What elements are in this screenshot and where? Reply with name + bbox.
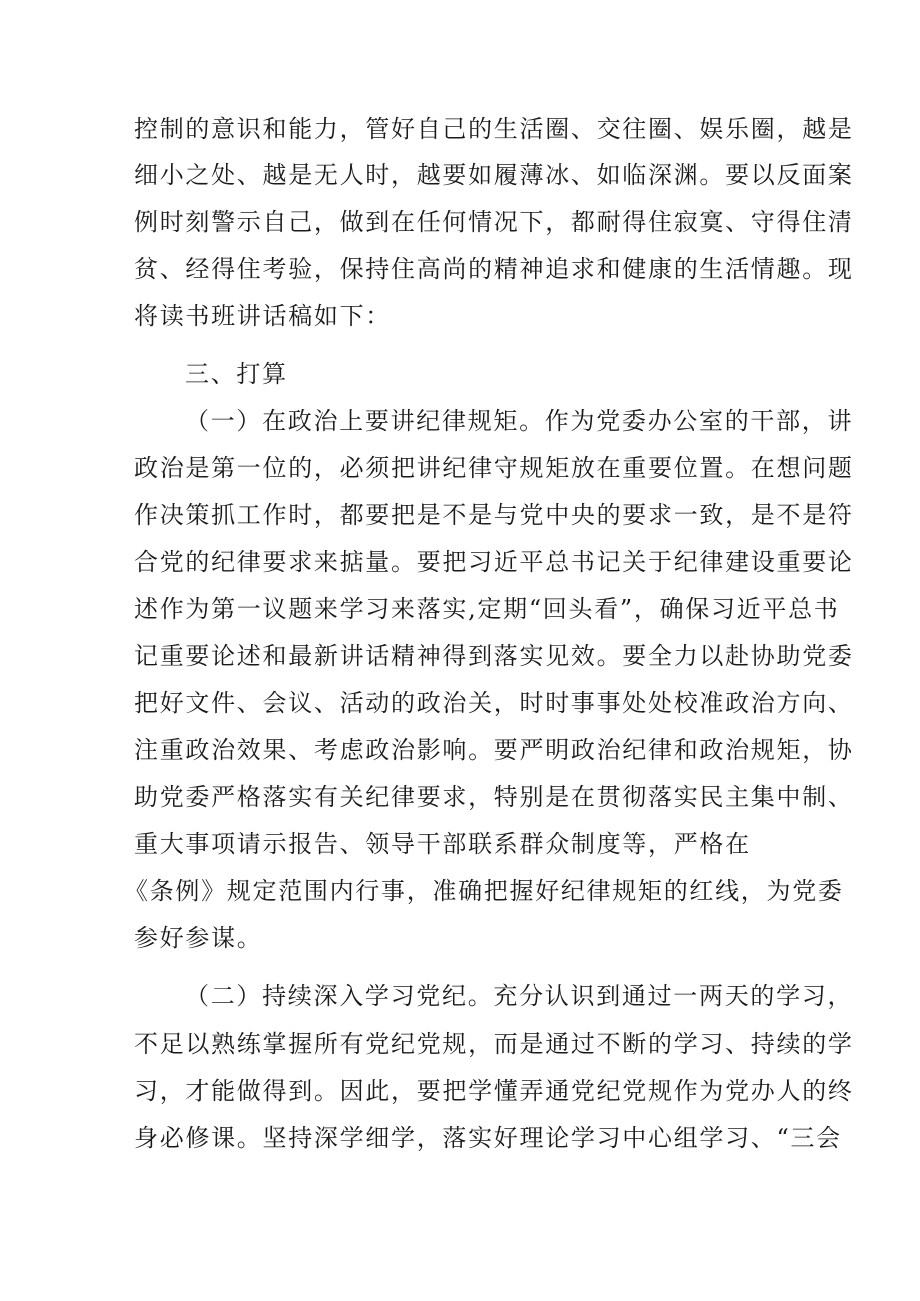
text-line: 把好文件、会议、活动的政治关，时时事事处处校准政治方向、 bbox=[134, 689, 854, 717]
paragraph-first-line: （一）在政治上要讲纪律规矩。作为党委办公室的干部，讲 bbox=[185, 407, 854, 435]
text-line: 合党的纪律要求来掂量。要把习近平总书记关于纪律建设重要论 bbox=[134, 548, 854, 576]
text-line: 不足以熟练掌握所有党纪党规，而是通过不断的学习、持续的学 bbox=[134, 1030, 854, 1058]
text-line: 记重要论述和最新讲话精神得到落实见效。要全力以赴协助党委 bbox=[134, 642, 854, 670]
text-line: 参好参谋。 bbox=[134, 924, 263, 952]
text-line: 例时刻警示自己，做到在任何情况下，都耐得住寂寞、守得住清 bbox=[134, 208, 854, 236]
text-line: 《条例》规定范围内行事，准确把握好纪律规矩的红线，为党委 bbox=[124, 877, 844, 905]
text-line: 控制的意识和能力，管好自己的生活圈、交往圈、娱乐圈，越是 bbox=[134, 115, 854, 143]
text-line: 助党委严格落实有关纪律要求，特别是在贯彻落实民主集中制、 bbox=[134, 783, 854, 811]
paragraph-first-line: （二）持续深入学习党纪。充分认识到通过一两天的学习， bbox=[185, 982, 854, 1010]
text-line: 作决策抓工作时，都要把是不是与党中央的要求一致，是不是符 bbox=[134, 501, 854, 529]
text-line: 述作为第一议题来学习来落实,定期“回头看”，确保习近平总书 bbox=[134, 595, 840, 623]
text-line: 政治是第一位的，必须把讲纪律守规矩放在重要位置。在想问题 bbox=[134, 454, 854, 482]
section-heading: 三、打算 bbox=[185, 360, 288, 388]
text-line: 身必修课。坚持深学细学，落实好理论学习中心组学习、“三会 bbox=[134, 1124, 842, 1152]
text-line: 贫、经得住考验，保持住高尚的精神追求和健康的生活情趣。现 bbox=[134, 255, 854, 283]
text-line: 重大事项请示报告、领导干部联系群众制度等，严格在 bbox=[134, 830, 751, 858]
text-line: 细小之处、越是无人时，越要如履薄冰、如临深渊。要以反面案 bbox=[134, 161, 854, 189]
text-line: 将读书班讲话稿如下： bbox=[134, 302, 391, 330]
text-line: 注重政治效果、考虑政治影响。要严明政治纪律和政治规矩，协 bbox=[134, 736, 854, 764]
text-line: 习，才能做得到。因此，要把学懂弄通党纪党规作为党办人的终 bbox=[134, 1077, 854, 1105]
